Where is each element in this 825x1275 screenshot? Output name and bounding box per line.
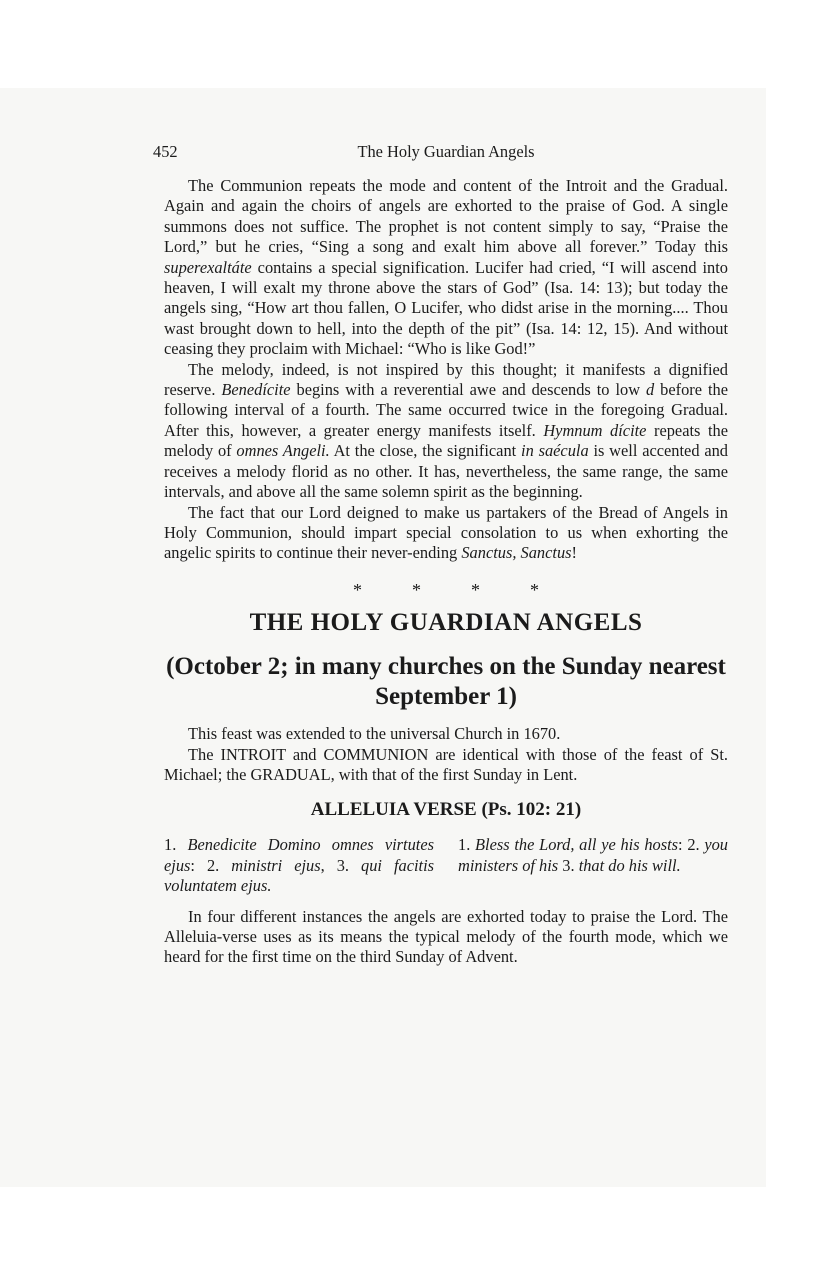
running-head [153, 142, 728, 166]
alleluia-parallel-text [164, 835, 728, 896]
communion-paragraph-3: The fact that our Lord deigned to make us partakers of the Bread of Angels in Holy Communion, should impart special consolation to us when exhorting the angelic spirits to continue their never-ending Sanctus, Sanctus! [164, 502, 728, 563]
section-separator [164, 580, 728, 600]
page-number: 452 [153, 142, 178, 161]
feast-title: THE HOLY GUARDIAN ANGELS [249, 609, 643, 637]
alleluia-heading: ALLELUIA VERSE (Ps. 102: 21) [310, 799, 582, 821]
english-text: 1. Bless the Lord, all ye his hosts: 2. you ministers of his 3. that do his will. [458, 835, 728, 875]
running-title: The Holy Guardian Angels [357, 142, 535, 161]
feast-paragraph-3: In four different instances the angels are exhorted today to praise the Lord. The Alleluia-verse uses as its means the typical melody of the fourth mode, which we heard for the first time on the third Sunday of Advent. [164, 906, 728, 967]
separator-asterisk: * [530, 579, 539, 600]
feast-paragraph-1: This feast was extended to the universal Church in 1670. [188, 724, 561, 744]
feast-paragraph-2: The INTROIT and COMMUNION are identical with those of the feast of St. Michael; the GRADUAL, with that of the first Sunday in Lent. [164, 744, 728, 784]
book-page [153, 142, 729, 968]
separator-asterisk: * [471, 579, 480, 600]
latin-text: 1. Benedicite Domino omnes virtutes ejus: 2. ministri ejus, 3. qui facitis voluntatem ejus. [164, 835, 435, 896]
separator-asterisk: * [412, 579, 421, 600]
feast-subtitle: (October 2; in many churches on the Sunday nearest September 1) [166, 653, 726, 711]
communion-paragraph-2: The melody, indeed, is not inspired by this thought; it manifests a dignified reserve. Benedícite begins with a reverential awe and descends to low d before the following interval of a fourth. The same occurred twice in the foregoing Gradual. After this, however, a greater energy manifests itself. Hymnum dícite repeats the melody of omnes Angeli. At the close, the significant in saécula is well accented and receives a melody florid as no other. It has, nevertheless, the same range, the same intervals, and above all the same solemn spirit as the beginning. [164, 359, 729, 502]
separator-asterisk: * [353, 579, 362, 600]
communion-paragraph-1: The Communion repeats the mode and content of the Introit and the Gradual. Again and again the choirs of angels are exhorted to the praise of God. A single summons does not suffice. The prophet is not content simply to say, “Praise the Lord,” but he cries, “Sing a song and exalt him above all forever.” Today this superexaltáte contains a special signification. Lucifer had cried, “I will ascend into heaven, I will exalt my throne above the stars of God” (Isa. 14: 13); but today the angels sing, “How art thou fallen, O Lucifer, who didst arise in the morning.... Thou wast brought down to hell, into the depth of the pit” (Isa. 14: 12, 15). And without ceasing they proclaim with Michael: “Who is like God!” [164, 176, 728, 359]
